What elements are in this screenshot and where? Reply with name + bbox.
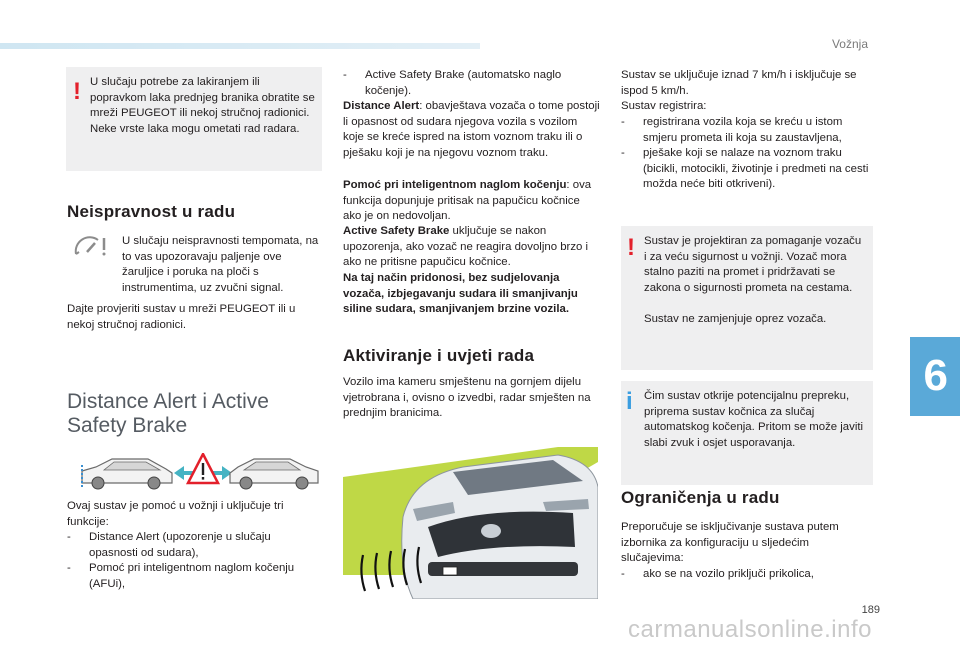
malfunction-text: U slučaju neispravnosti tempomata, na to vas upozoravaju paljenje ove žaruljice i poruka na ploči s instrumentima, uz zvučni signal.: [122, 235, 319, 294]
activation-text: Vozilo ima kameru smještenu na gornjem dijelu vjetrobrana i, ovisno o izvedbi, radar smješten na prednjim branicima.: [343, 376, 591, 420]
function-list: [67, 530, 319, 592]
warning-exclamation-icon: !: [627, 234, 635, 261]
list-item: - Distance Alert (upozorenje u slučaju opasnosti od sudara),: [67, 531, 271, 559]
heading-distance-alert: Distance Alert i Active Safety Brake: [67, 390, 269, 437]
list-item: - pješake koji se nalaze na voznom traku (bicikli, motocikli, životinje i predmeti na cesti možda neće biti otkriveni).: [621, 147, 869, 191]
list-item: - ako se na vozilo priključi prikolica,: [621, 568, 814, 580]
speed-range-text: Sustav se uključuje iznad 7 km/h i isključuje se ispod 5 km/h.: [621, 69, 857, 97]
section-title: Vožnja: [831, 37, 868, 51]
summary-text: Na taj način pridonosi, bez sudjelovanja vozača, izbjegavanju sudara ili smanjivanju siline sudara, smanjivanjem brzine vozila.: [343, 272, 578, 316]
watermark: carmanualsonline.info: [628, 616, 872, 643]
warning-driver-text-1: Sustav je projektiran za pomaganje vozaču i za veću sigurnost u vožnji. Vozač mora stalno paziti na promet i pridržavati se zakona o sigurnosti prometa na cestama.: [644, 235, 862, 294]
system-intro: Ovaj sustav je pomoć u vožnji i uključuje tri funkcije:: [67, 500, 284, 528]
info-icon: i: [626, 388, 633, 415]
car-front-icon: [230, 459, 318, 489]
list-item-asb: - Active Safety Brake (automatsko naglo kočenje).: [343, 69, 562, 97]
distance-alert-definition: Distance Alert: obavještava vozača o tome postoji li opasnost od sudara njegova vozila s vozilom koje se kreće ispred na istom voznom traku ili o pješaku koji je na njegovu voznom traku.: [343, 100, 600, 159]
warning-driver-text-2: Sustav ne zamjenjuje oprez vozača.: [644, 313, 827, 325]
heading-malfunction: Neispravnost u radu: [67, 202, 236, 221]
list-item: - Pomoć pri inteligentnom naglom kočenju (AFUi),: [67, 562, 295, 590]
warning-text-paint: U slučaju potrebe za lakiranjem ili popravkom laka prednjeg branika obratite se mreži PEUGEOT ili nekoj stručnoj radionici. Neke vrste laka mogu ometati rad radara.: [90, 76, 315, 135]
limitations-text: Preporučuje se isključivanje sustava putem izbornika za konfiguraciju u sljedećim slučajevima:: [621, 521, 839, 565]
limitations-list: [621, 567, 873, 583]
registers-list: [621, 115, 873, 193]
asb-definition: Active Safety Brake uključuje se nakon upozorenja, ako vozač ne reagira dovoljno brzo i ako ne pritisne papučicu kočnice.: [343, 225, 589, 269]
warning-triangle-icon: [188, 454, 218, 483]
heading-limitations: Ograničenja u radu: [621, 488, 780, 507]
chapter-number: 6: [923, 351, 948, 400]
list-item: - registrirana vozila koja se kreću u istom smjeru prometa ili koja su zaustavljena,: [621, 116, 843, 144]
registers-text: Sustav registrira:: [621, 100, 707, 112]
service-text: Dajte provjeriti sustav u mreži PEUGEOT ili u nekoj stručnoj radionici.: [67, 303, 296, 331]
page-number: 189: [861, 604, 880, 616]
cruise-control-fault-icon: [70, 232, 110, 260]
info-braking-text: Čim sustav otkrije potencijalnu prepreku, priprema sustav kočnica za slučaj automatskog kočenja. Pritom se može javiti slabi zvuk i osjet usporavanja.: [644, 390, 864, 449]
heading-activation: Aktiviranje i uvjeti rada: [343, 346, 535, 365]
car-rear-icon: [82, 459, 172, 489]
distance-alert-illustration: [78, 453, 323, 493]
header-accent-bar: [0, 43, 480, 49]
afu-definition: Pomoć pri inteligentnom naglom kočenju: ova funkcija dopunjuje pritisak na papučicu kočnice ako je on nedovoljan.: [343, 179, 592, 223]
warning-exclamation-icon: !: [73, 78, 81, 105]
vehicle-radar-illustration: [343, 447, 598, 599]
